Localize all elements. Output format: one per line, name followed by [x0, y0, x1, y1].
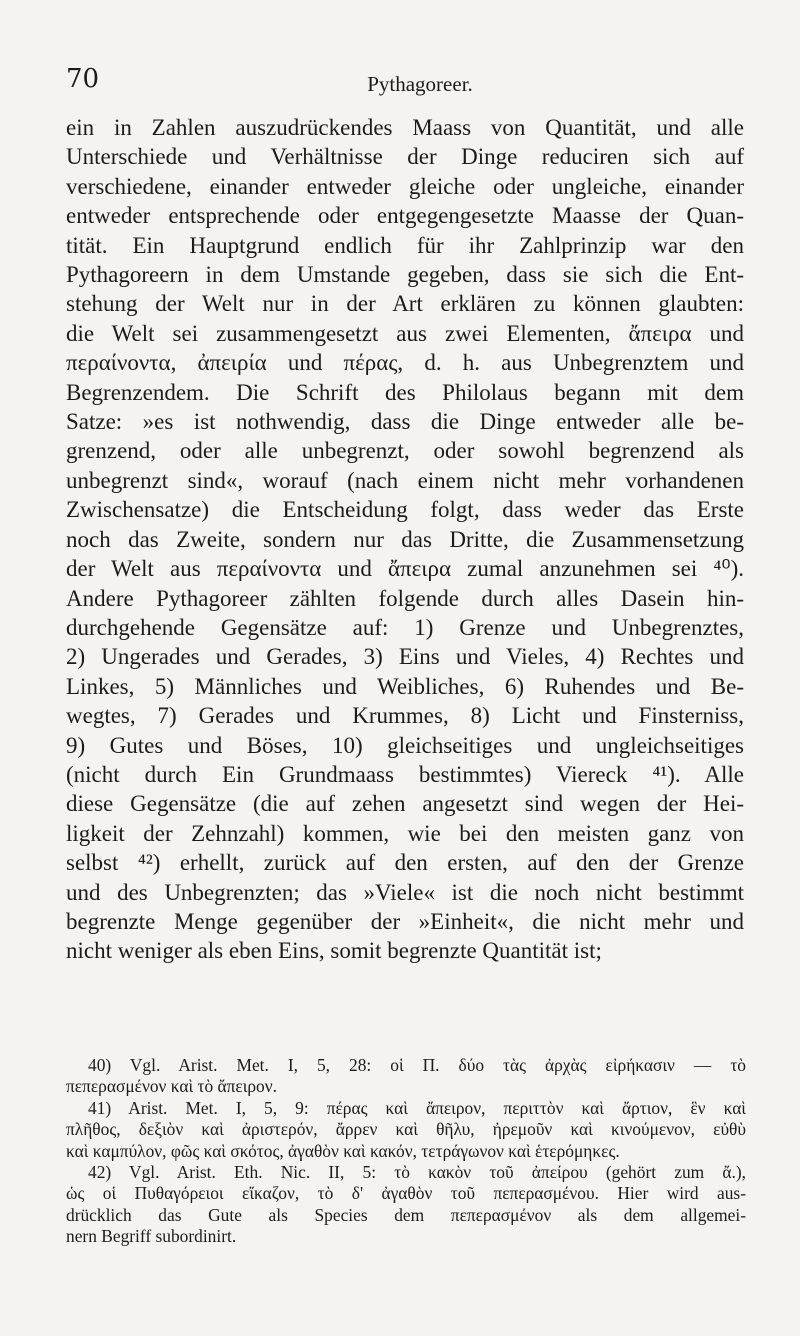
footnote-line: drücklich das Gute als Species dem πεπερασμένον als dem allgemei-: [66, 1204, 746, 1225]
footnote-41: [66, 1098, 746, 1162]
text-line: entweder entsprechende oder entgegengesetzte Maasse der Quan-: [66, 203, 744, 229]
footnote-line: 41) Arist. Met. I, 5, 9: πέρας καὶ ἄπειρον, περιττὸν καὶ ἄρτιον, ἓν καὶ: [88, 1097, 746, 1118]
text-line: durchgehende Gegensätze auf: 1) Grenze und Unbegrenztes,: [66, 614, 744, 640]
text-line: Pythagoreern in dem Umstande gegeben, dass sie sich die Ent-: [66, 262, 744, 288]
text-line: der Welt aus περαίνοντα und ἄπειρα zumal anzunehmen sei ⁴⁰).: [66, 556, 744, 582]
text-line: tität. Ein Hauptgrund endlich für ihr Zahlprinzip war den: [66, 232, 744, 258]
text-line: Zwischensatze) die Entscheidung folgt, dass weder das Erste: [66, 497, 744, 523]
text-line: die Welt sei zusammengesetzt aus zwei Elementen, ἄπειρα und: [66, 320, 744, 346]
text-line: (nicht durch Ein Grundmaass bestimmtes) Viereck ⁴¹). Alle: [66, 761, 744, 787]
text-line: 9) Gutes und Böses, 10) gleichseitiges und ungleichseitiges: [66, 732, 744, 758]
footnote-line: 40) Vgl. Arist. Met. I, 5, 28: οἱ Π. δύο τὰς ἀρχὰς εἰρήκασιν — τὸ: [88, 1055, 746, 1075]
text-line: grenzend, oder alle unbegrenzt, oder sowohl begrenzend als: [66, 438, 744, 464]
page-number: 70: [66, 64, 100, 94]
text-line: verschiedene, einander entweder gleiche oder ungleiche, einander: [66, 173, 744, 199]
text-line: Satze: »es ist nothwendig, dass die Dinge entweder alle be-: [66, 409, 744, 435]
footnote-line: ὡς οἱ Πυθαγόρειοι εἴκαζον, τὸ δ' ἀγαθὸν τοῦ πεπερασμένου. Hier wird aus-: [66, 1183, 746, 1204]
footnote-40: [66, 1055, 746, 1098]
footnote-line: πλῆθος, δεξιὸν καὶ ἀριστερόν, ἄρρεν καὶ θῆλυ, ἠρεμοῦν καὶ κινούμενον, εὐθὺ: [66, 1119, 746, 1140]
text-line: stehung der Welt nur in der Art erklären zu können glaubten:: [66, 291, 744, 317]
footnote-line: nern Begriff subordinirt.: [66, 1226, 237, 1247]
text-line: nicht weniger als eben Eins, somit begrenzte Quantität ist;: [66, 938, 602, 964]
main-text-block: [66, 113, 744, 966]
text-line: Andere Pythagoreer zählten folgende durch alles Dasein hin-: [66, 585, 744, 611]
page-header: [0, 64, 800, 104]
text-line: ein in Zahlen auszudrückendes Maass von Quantität, und alle: [66, 115, 744, 140]
footnotes: [66, 1055, 746, 1248]
footnote-line: πεπερασμένον καὶ τὸ ἄπειρον.: [66, 1076, 277, 1097]
text-line: Begrenzendem. Die Schrift des Philolaus begann mit dem: [66, 379, 744, 405]
text-line: περαίνοντα, ἀπειρία und πέρας, d. h. aus Unbegrenztem und: [66, 350, 744, 376]
text-line: noch das Zweite, sondern nur das Dritte, die Zusammensetzung: [66, 526, 744, 552]
text-line: 2) Ungerades und Gerades, 3) Eins und Vieles, 4) Rechtes und: [66, 644, 744, 670]
text-line: wegtes, 7) Gerades und Krummes, 8) Licht und Finsterniss,: [66, 703, 744, 729]
footnote-line: καὶ καμπύλον, φῶς καὶ σκότος, ἀγαθὸν καὶ κακόν, τετράγωνον καὶ ἑτερόμηκες.: [66, 1140, 620, 1161]
text-line: Unterschiede und Verhältnisse der Dinge reduciren sich auf: [66, 144, 744, 170]
running-title: Pythagoreer.: [367, 72, 473, 96]
text-line: begrenzte Menge gegenüber der »Einheit«, die nicht mehr und: [66, 908, 744, 934]
text-line: unbegrenzt sind«, worauf (nach einem nicht mehr vorhandenen: [66, 467, 744, 493]
text-line: diese Gegensätze (die auf zehen angesetzt sind wegen der Hei-: [66, 791, 744, 817]
text-line: ligkeit der Zehnzahl) kommen, wie bei den meisten ganz von: [66, 820, 744, 846]
text-line: selbst ⁴²) erhellt, zurück auf den ersten, auf den der Grenze: [66, 850, 744, 876]
text-line: Linkes, 5) Männliches und Weibliches, 6) Ruhendes und Be-: [66, 673, 744, 699]
text-line: und des Unbegrenzten; das »Viele« ist die noch nicht bestimmt: [66, 879, 744, 905]
footnote-42: [66, 1162, 746, 1248]
footnote-line: 42) Vgl. Arist. Eth. Nic. II, 5: τὸ κακὸν τοῦ ἀπείρου (gehört zum ἄ.),: [88, 1162, 746, 1183]
